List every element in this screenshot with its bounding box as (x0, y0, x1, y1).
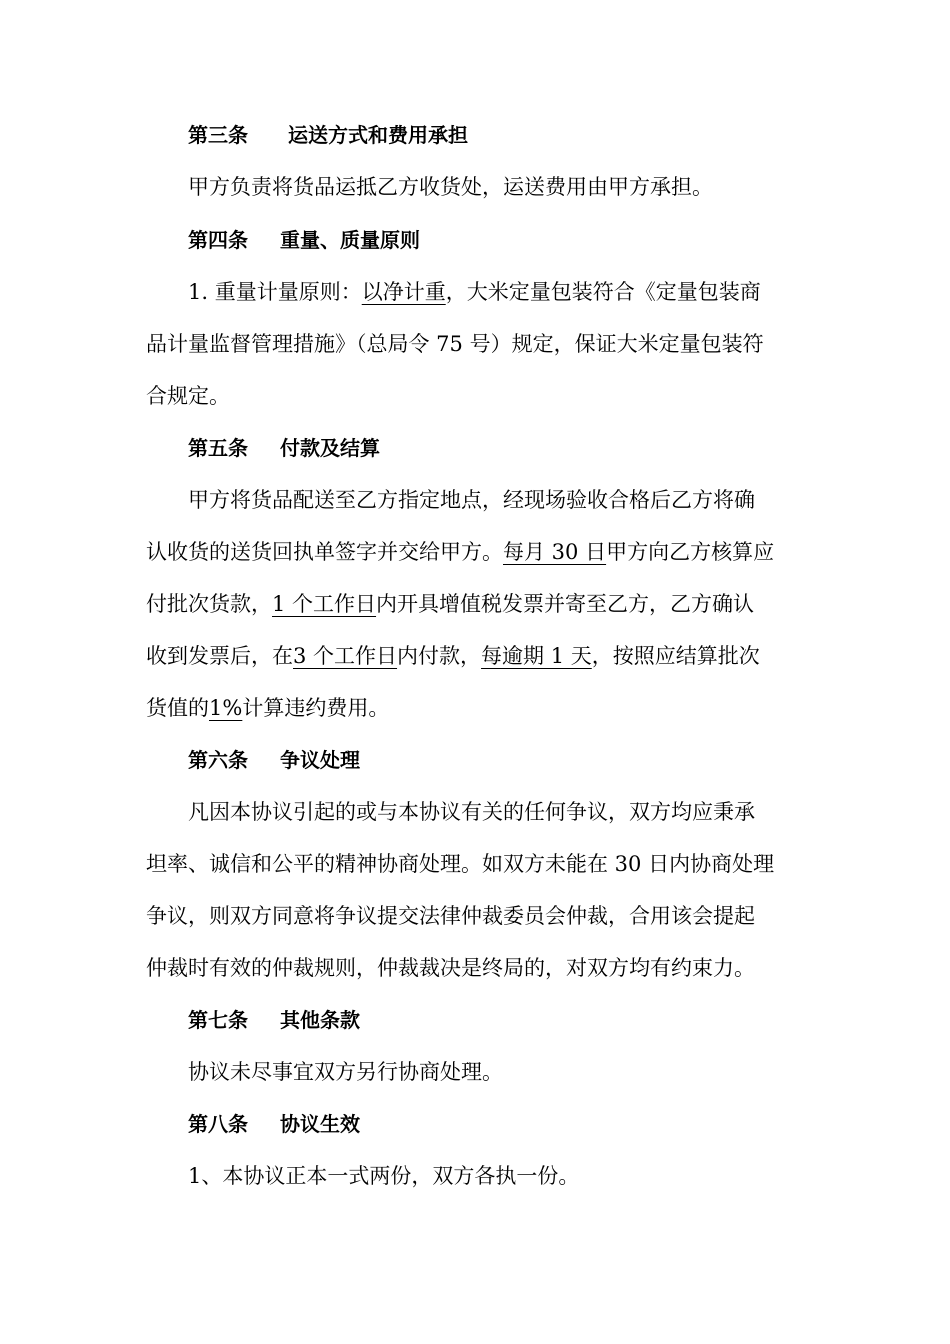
underlined-term: 每月 30 日 (503, 540, 607, 564)
article-8-paragraph: 1、本协议正本一式两份，双方各执一份。 (188, 1164, 580, 1188)
article-4-heading (188, 225, 420, 255)
article-6-title: 争议处理 (280, 748, 360, 772)
article-5-title: 付款及结算 (280, 436, 380, 460)
text-run: 内开具增值税发票并寄至乙方，乙方确认 (376, 592, 755, 616)
underlined-term: 3 个工作日 (293, 644, 398, 668)
text-run: 收到发票后，在 (146, 644, 293, 668)
text-run: 货值的 (146, 696, 209, 720)
article-6-line-1: 凡因本协议引起的或与本协议有关的任何争议，双方均应秉承 (188, 800, 755, 824)
text-run: 付批次货款， (146, 592, 272, 616)
article-4-line-3: 合规定。 (146, 384, 230, 408)
article-7-paragraph: 协议未尽事宜双方另行协商处理。 (188, 1060, 503, 1084)
article-4-line-2: 品计量监督管理措施》（总局令 75 号）规定，保证大米定量包装符 (146, 332, 764, 356)
underlined-term: 以净计重 (361, 280, 446, 304)
article-7-title: 其他条款 (280, 1008, 360, 1032)
article-6-line-3: 争议，则双方同意将争议提交法律仲裁委员会仲裁，合用该会提起 (146, 904, 755, 928)
text-run: ，按照应结算批次 (591, 644, 760, 668)
article-5-line-4 (146, 641, 760, 671)
underlined-term: 1 个工作日 (272, 592, 377, 616)
text-run: 计算违约费用。 (242, 696, 390, 720)
article-5-number: 第五条 (188, 436, 248, 460)
article-8-title: 协议生效 (280, 1112, 360, 1136)
article-3-title: 运送方式和费用承担 (288, 123, 468, 147)
article-6-heading (188, 745, 360, 775)
underlined-term: 每逾期 1 天 (481, 644, 592, 668)
article-6-line-2: 坦率、诚信和公平的精神协商处理。如双方未能在 30 日内协商处理 (146, 852, 775, 876)
article-8-number: 第八条 (188, 1112, 248, 1136)
article-3-number: 第三条 (188, 123, 248, 147)
text-run: ，大米定量包装符合《定量包装商 (445, 280, 761, 304)
text-run: 认收货的送货回执单签字并交给甲方。 (146, 540, 503, 564)
article-5-line-1: 甲方将货品配送至乙方指定地点，经现场验收合格后乙方将确 (188, 488, 755, 512)
article-4-title: 重量、质量原则 (280, 228, 420, 252)
text-run: 内付款， (397, 644, 482, 668)
article-7-number: 第七条 (188, 1008, 248, 1032)
article-7-heading (188, 1005, 360, 1035)
article-4-number: 第四条 (188, 228, 248, 252)
article-5-heading (188, 433, 380, 463)
article-8-heading (188, 1109, 360, 1139)
article-5-line-5 (146, 693, 389, 723)
text-run: 1. 重量计量原则： (188, 280, 362, 304)
article-3-paragraph: 甲方负责将货品运抵乙方收货处，运送费用由甲方承担。 (188, 175, 713, 199)
article-5-line-2 (146, 537, 774, 567)
article-5-line-3 (146, 589, 754, 619)
article-6-number: 第六条 (188, 748, 248, 772)
text-run: 甲方向乙方核算应 (606, 540, 775, 564)
article-3-heading (188, 120, 468, 150)
underlined-term: 1% (209, 696, 243, 720)
article-4-line-1 (188, 277, 761, 307)
article-6-line-4: 仲裁时有效的仲裁规则，仲裁裁决是终局的，对双方均有约束力。 (146, 956, 755, 980)
